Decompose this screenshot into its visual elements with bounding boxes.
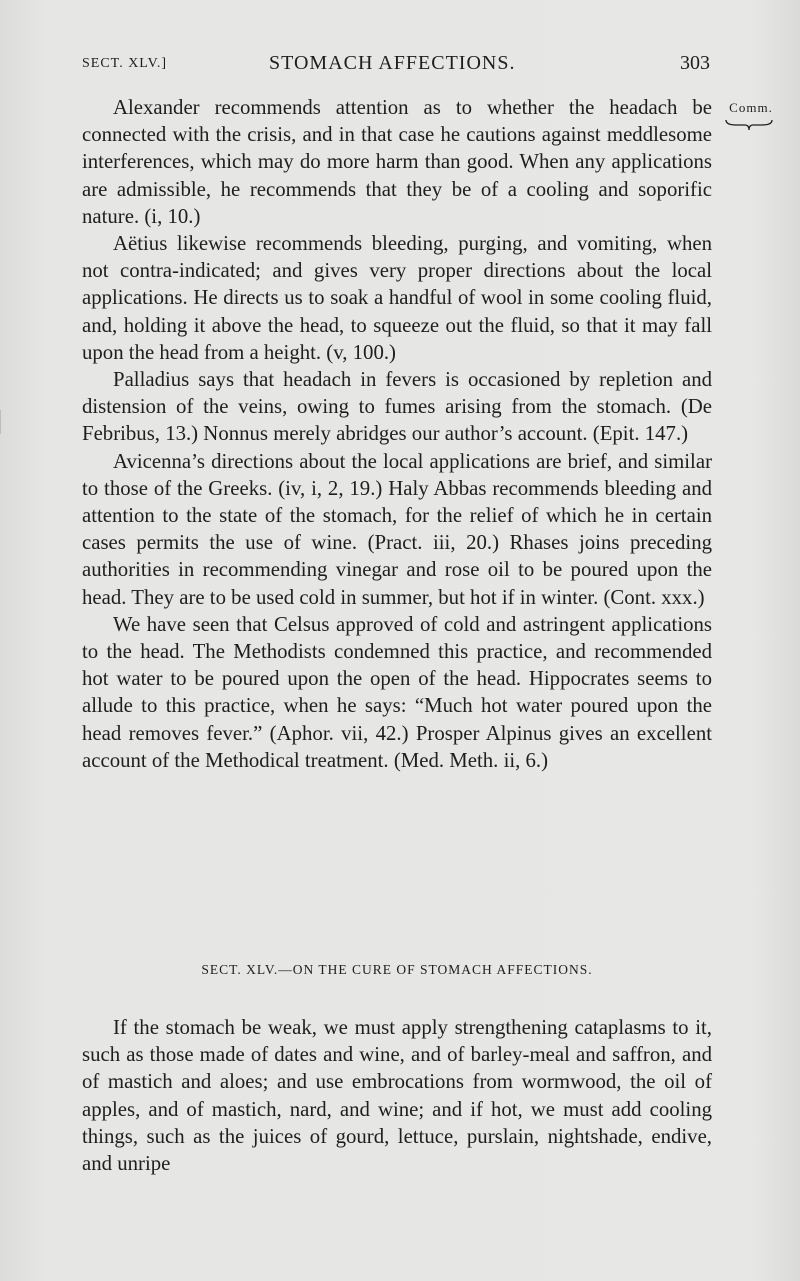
header-title: STOMACH AFFECTIONS. bbox=[269, 52, 516, 74]
header-section-label: SECT. XLV.] bbox=[82, 56, 168, 71]
commentary-text bbox=[82, 94, 712, 774]
paragraph: Alexander recommends attention as to whether the headach be connected with the crisis, and in that case he cautions against meddlesome interferences, which may do more harm than good. When any applications are admissible, he recommends that they be of a cooling and soporific nature. (i, 10.) bbox=[82, 96, 712, 228]
paragraph: We have seen that Celsus approved of cold and astringent applications to the head. The Methodists condemned this practice, and recommended hot water to be poured upon the open of the head. Hippocrates seems to allude to this practice, when he says: “Much hot water poured upon the head removes fever.” (Aphor. vii, 42.) Prosper Alpinus gives an excellent account of the Methodical treatment. (Med. Meth. ii, 6.) bbox=[82, 612, 712, 772]
section-text bbox=[82, 1014, 712, 1177]
section-heading: SECT. XLV.—ON THE CURE OF STOMACH AFFECTIONS. bbox=[201, 962, 593, 977]
page-edge-mark bbox=[0, 410, 5, 434]
paragraph: Avicenna’s directions about the local applications are brief, and similar to those of the Greeks. (iv, i, 2, 19.) Haly Abbas recommends bleeding and attention to the state of the stomach, for the relief of which he in certain cases permits the use of wine. (Pract. iii, 20.) Rhases joins preceding authorities in recommending vinegar and rose oil to be poured upon the head. They are to be used cold in summer, but hot if in winter. (Cont. xxx.) bbox=[82, 449, 712, 609]
running-header bbox=[82, 52, 712, 82]
margin-note: Comm. bbox=[729, 100, 773, 115]
margin-brace-icon bbox=[724, 118, 774, 132]
page-number: 303 bbox=[680, 52, 710, 74]
paragraph: Aëtius likewise recommends bleeding, purging, and vomiting, when not contra-indicated; and gives very proper directions about the local applications. He directs us to soak a handful of wool in some cooling fluid, and, holding it above the head, to squeeze out the fluid, so that it may fall upon the head from a height. (v, 100.) bbox=[82, 232, 712, 364]
paragraph: If the stomach be weak, we must apply strengthening cataplasms to it, such as those made of dates and wine, and of barley-meal and saffron, and of mastich and aloes; and use embrocations from wormwood, the oil of apples, and of mastich, nard, and wine; and if hot, we must add cooling things, such as the juices of gourd, lettuce, purslain, nightshade, endive, and unripe bbox=[82, 1016, 712, 1176]
paragraph: Palladius says that headach in fevers is occasioned by repletion and distension of the veins, owing to fumes arising from the stomach. (De Febribus, 13.) Nonnus merely abridges our author’s account. (Epit. 147.) bbox=[82, 368, 712, 446]
